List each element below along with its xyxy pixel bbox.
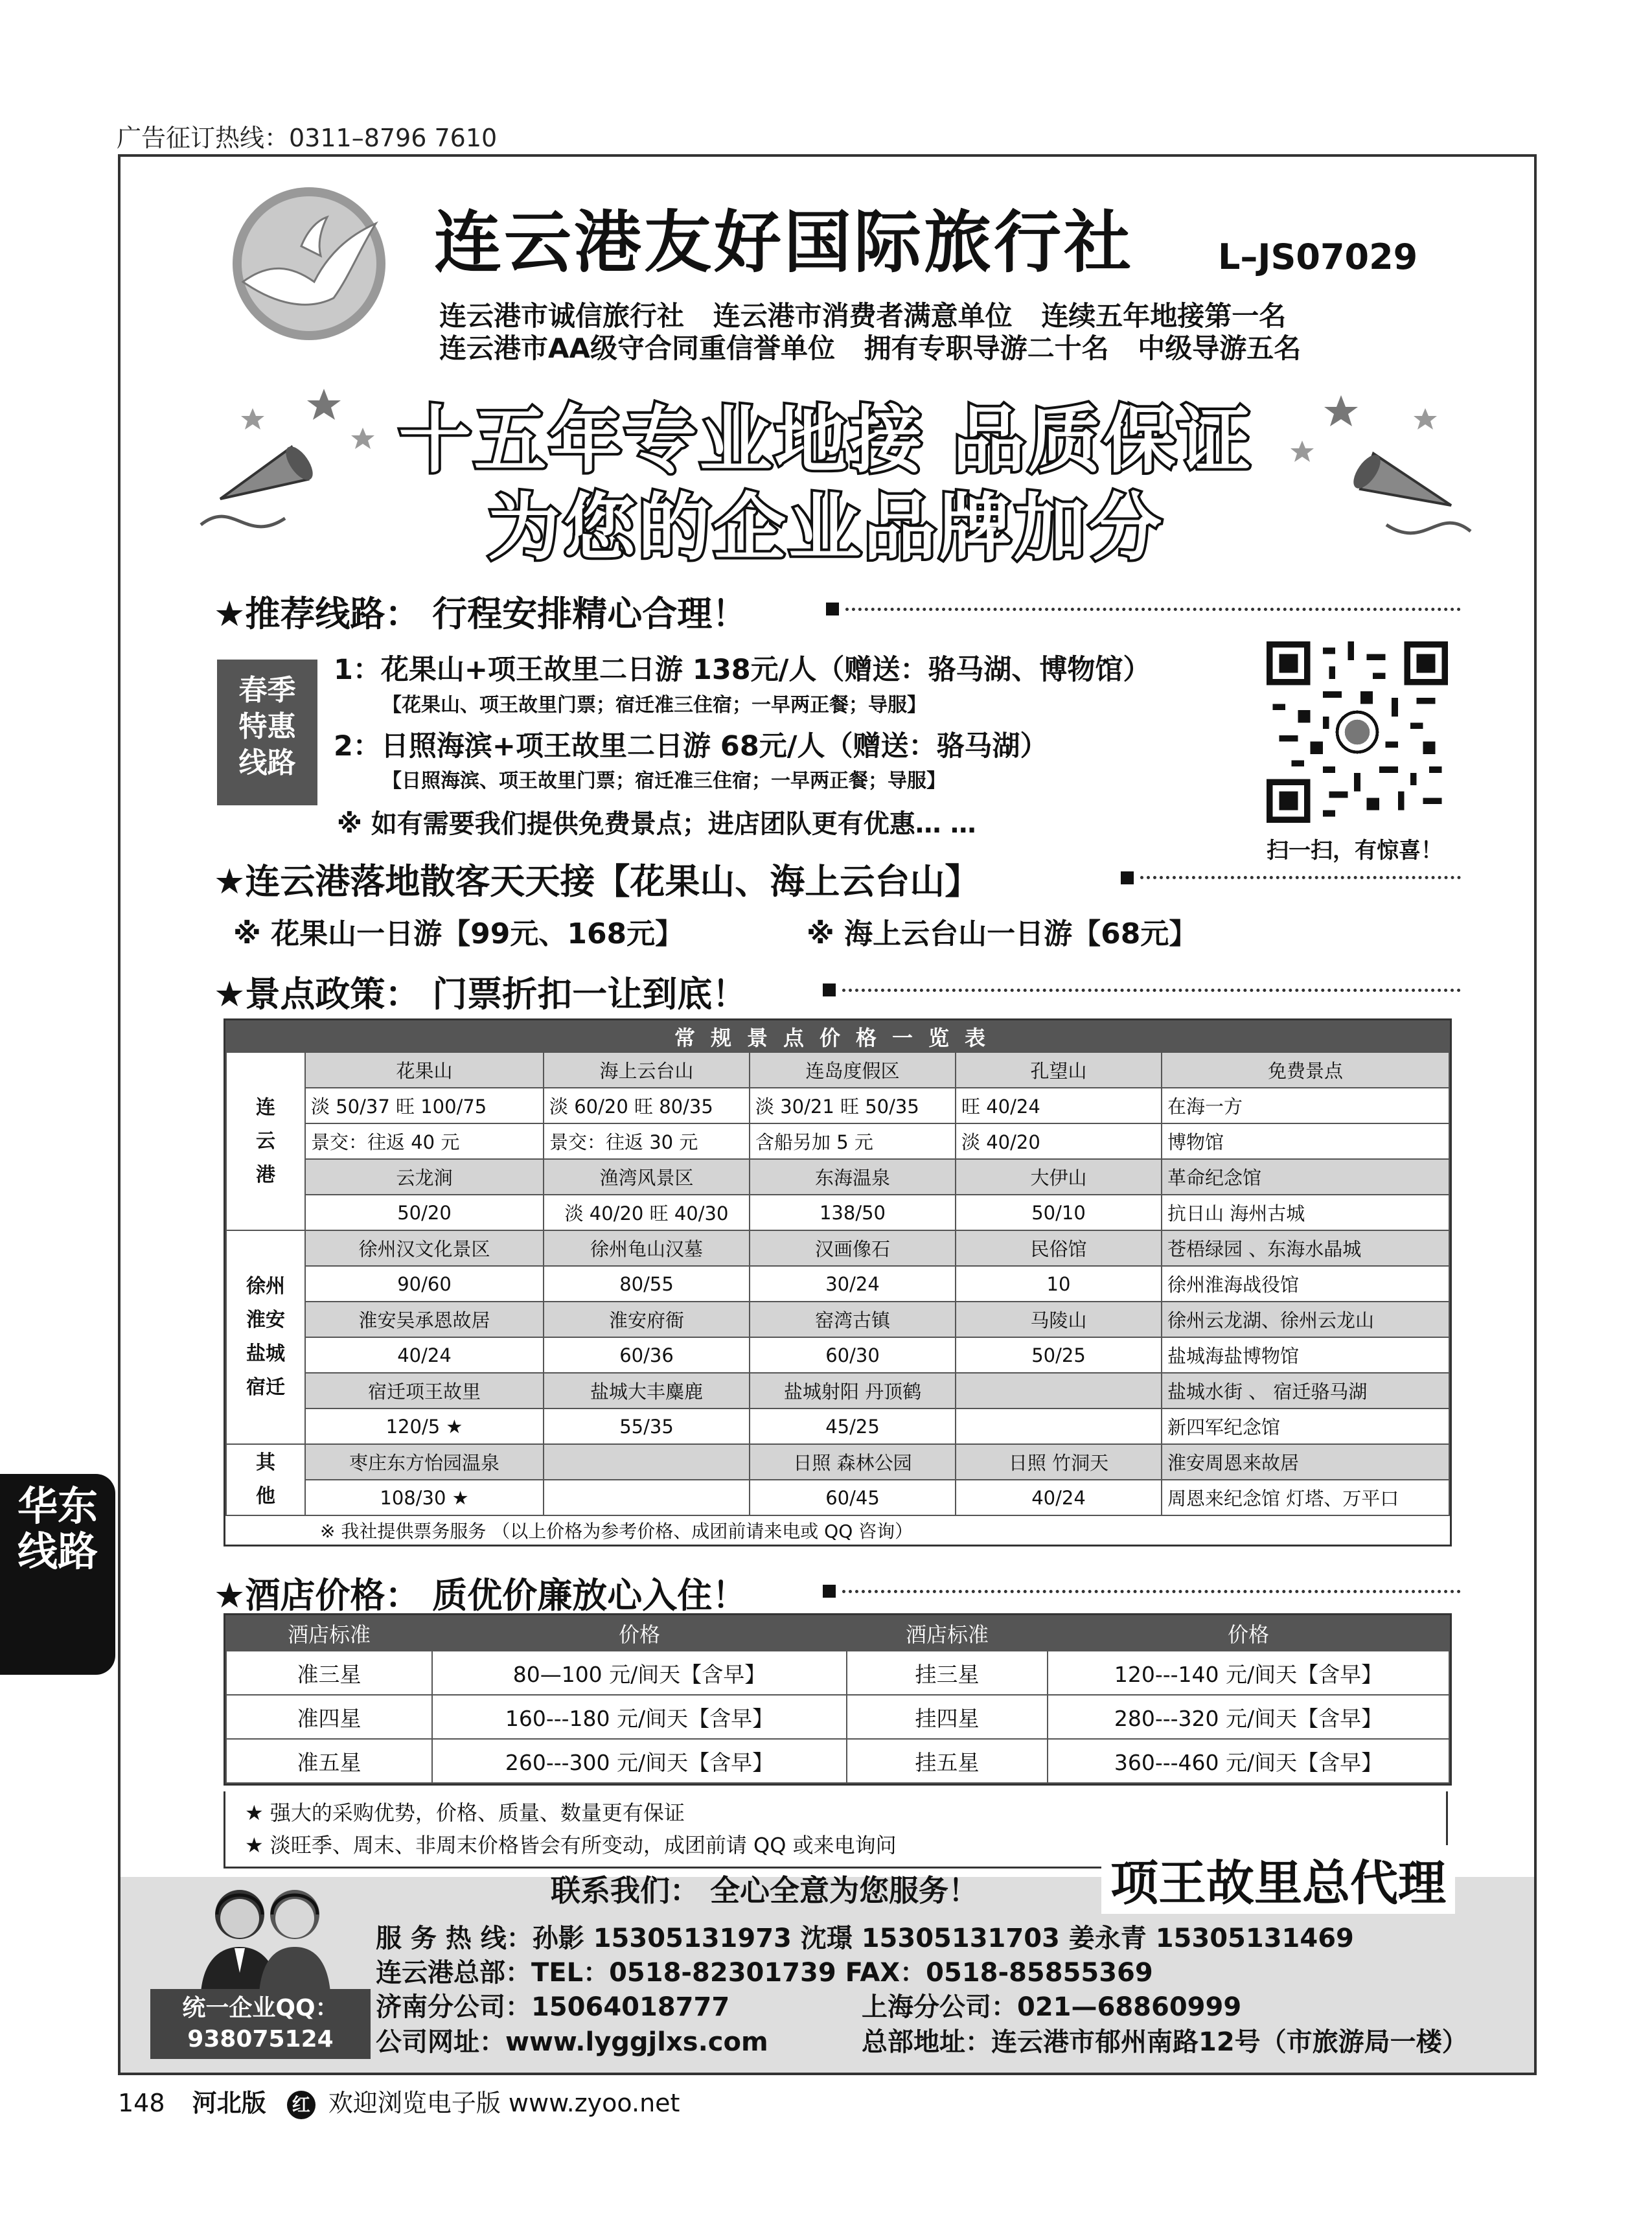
company-website: 公司网址：www.lyggjlxs.com bbox=[376, 2027, 768, 2057]
table-cell: 80—100 元/间天【含早】 bbox=[432, 1651, 847, 1695]
honors-line-2: 连云港市AA级守合同重信誉单位 拥有专职导游二十名 中级导游五名 bbox=[439, 332, 1302, 364]
table-cell: 在海一方 bbox=[1162, 1088, 1449, 1123]
table-cell: 120---140 元/间天【含早】 bbox=[1048, 1651, 1449, 1695]
table-cell: 枣庄东方怡园温泉 bbox=[305, 1444, 544, 1480]
side-tab-line-1: 华东 bbox=[17, 1482, 98, 1530]
qr-caption: 扫一扫，有惊喜！ bbox=[1267, 838, 1443, 864]
table-row bbox=[226, 1444, 1449, 1480]
customer-service-agents-icon bbox=[188, 1876, 343, 1992]
table-cell: 日照 森林公园 bbox=[750, 1444, 956, 1480]
table-cell: 80/55 bbox=[544, 1266, 750, 1302]
column-header: 酒店标准 bbox=[226, 1616, 432, 1651]
jinan-branch: 济南分公司：15064018777 bbox=[376, 1992, 730, 2022]
table-cell: 淡 30/21 旺 50/35 bbox=[750, 1088, 956, 1123]
honors-line-1: 连云港市诚信旅行社 连云港市消费者满意单位 连续五年地接第一名 bbox=[439, 300, 1287, 332]
region-label: 徐州 淮安 盐城 宿迁 bbox=[226, 1230, 305, 1444]
contact-title: 联系我们： 全心全意为您服务！ bbox=[551, 1873, 979, 1908]
column-header: 价格 bbox=[432, 1616, 847, 1651]
table-cell: 45/25 bbox=[750, 1408, 956, 1444]
table-cell bbox=[544, 1480, 750, 1515]
footer-text: 欢迎浏览电子版 www.zyoo.net bbox=[328, 2089, 680, 2117]
table-cell: 景交：往返 40 元 bbox=[305, 1123, 544, 1159]
table-cell: 马陵山 bbox=[956, 1302, 1162, 1337]
table-cell: 40/24 bbox=[305, 1337, 544, 1373]
table-cell: 挂三星 bbox=[847, 1651, 1048, 1695]
heading-bullet bbox=[1121, 871, 1134, 884]
table-cell: 30/24 bbox=[750, 1266, 956, 1302]
table-cell: 138/50 bbox=[750, 1195, 956, 1230]
table-cell: 新四军纪念馆 bbox=[1162, 1408, 1449, 1444]
table-cell: 周恩来纪念馆 灯塔、万平口 bbox=[1162, 1480, 1449, 1515]
table-cell: 徐州龟山汉墓 bbox=[544, 1230, 750, 1266]
table-cell: 孔望山 bbox=[956, 1052, 1162, 1088]
route-1-title: 1：花果山+项王故里二日游 138元/人（赠送：骆马湖、博物馆） bbox=[334, 654, 1151, 686]
company-logo bbox=[230, 185, 389, 343]
table-row bbox=[226, 1337, 1449, 1373]
hong-logo-icon: 红 bbox=[287, 2091, 315, 2119]
route-2-title: 2：日照海滨+项王故里二日游 68元/人（赠送：骆马湖） bbox=[334, 730, 1048, 763]
table-cell: 博物馆 bbox=[1162, 1123, 1449, 1159]
table-row bbox=[226, 1480, 1449, 1515]
license-number: L–JS07029 bbox=[1218, 236, 1418, 277]
yuntaishan-day-tour: ※ 海上云台山一日游【68元】 bbox=[807, 917, 1198, 950]
route-1-detail: 【花果山、项王故里门票；宿迁准三住宿；一早两正餐；导服】 bbox=[382, 694, 926, 717]
company-name: 连云港友好国际旅行社 bbox=[434, 203, 1134, 282]
table-cell: 60/36 bbox=[544, 1337, 750, 1373]
table-cell: 淮安吴承恩故居 bbox=[305, 1302, 544, 1337]
table-row bbox=[226, 1651, 1449, 1695]
routes-heading: ★推荐线路： 行程安排精心合理！ bbox=[214, 593, 748, 634]
xiangwang-agent-label: 项王故里总代理 bbox=[1101, 1845, 1455, 1914]
table-cell: 60/30 bbox=[750, 1337, 956, 1373]
table-cell: 苍梧绿园 、东海水晶城 bbox=[1162, 1230, 1449, 1266]
table-cell: 淡 40/20 旺 40/30 bbox=[544, 1195, 750, 1230]
table-cell: 景交：往返 30 元 bbox=[544, 1123, 750, 1159]
table-cell: 含船另加 5 元 bbox=[750, 1123, 956, 1159]
table-cell: 50/20 bbox=[305, 1195, 544, 1230]
table-cell: 渔湾风景区 bbox=[544, 1159, 750, 1195]
table-cell: 盐城射阳 丹顶鹤 bbox=[750, 1373, 956, 1408]
table-cell: 连岛度假区 bbox=[750, 1052, 956, 1088]
table-cell bbox=[956, 1373, 1162, 1408]
table-row bbox=[226, 1739, 1449, 1783]
badge-line-2: 特惠 bbox=[238, 710, 296, 743]
table-cell: 民俗馆 bbox=[956, 1230, 1162, 1266]
table-cell: 盐城水街 、 宿迁骆马湖 bbox=[1162, 1373, 1449, 1408]
heading-bullet bbox=[823, 983, 836, 996]
table-row bbox=[226, 1266, 1449, 1302]
heading-bullet bbox=[823, 1585, 836, 1598]
ad-hotline: 广告征订热线：0311–8796 7610 bbox=[117, 124, 498, 152]
policy-heading: ★景点政策： 门票折扣一让到底！ bbox=[214, 974, 748, 1015]
page-footer bbox=[118, 2083, 680, 2119]
hotel-heading: ★酒店价格： 质优价廉放心入住！ bbox=[214, 1575, 748, 1616]
table-cell: 旺 40/24 bbox=[956, 1088, 1162, 1123]
table-cell: 挂五星 bbox=[847, 1739, 1048, 1783]
table-cell: 淡 60/20 旺 80/35 bbox=[544, 1088, 750, 1123]
table-cell: 40/24 bbox=[956, 1480, 1162, 1515]
table-cell: 日照 竹洞天 bbox=[956, 1444, 1162, 1480]
table-cell: 窑湾古镇 bbox=[750, 1302, 956, 1337]
region-label: 连 云 港 bbox=[226, 1052, 305, 1230]
table-row bbox=[226, 1159, 1449, 1195]
badge-line-3: 线路 bbox=[238, 746, 296, 779]
side-tab-line-2: 线路 bbox=[17, 1528, 98, 1575]
huaguoshan-day-tour: ※ 花果山一日游【99元、168元】 bbox=[233, 917, 684, 950]
table-row bbox=[226, 1373, 1449, 1408]
table-row bbox=[226, 1088, 1449, 1123]
page-number: 148 bbox=[118, 2089, 165, 2117]
service-hotline: 服 务 热 线：孙影 15305131973 沈璟 15305131703 姜永青 15305131469 bbox=[376, 1924, 1354, 1953]
table-cell bbox=[956, 1408, 1162, 1444]
table-cell: 108/30 ★ bbox=[305, 1480, 544, 1515]
table-row bbox=[226, 1195, 1449, 1230]
table-cell: 盐城大丰麋鹿 bbox=[544, 1373, 750, 1408]
table-cell: 云龙涧 bbox=[305, 1159, 544, 1195]
slogan-line-1: 十五年专业地接 品质保证 bbox=[398, 398, 1254, 483]
spring-special-badge bbox=[217, 660, 317, 805]
hotel-note-2: ★ 淡旺季、周末、非周末价格皆会有所变动，成团前请 QQ 或来电询问 bbox=[245, 1833, 897, 1857]
table-cell: 10 bbox=[956, 1266, 1162, 1302]
hotel-price-table bbox=[224, 1613, 1452, 1786]
attraction-price-table bbox=[224, 1018, 1452, 1546]
table-cell: 淮安府衙 bbox=[544, 1302, 750, 1337]
table-note: ※ 我社提供票务服务 （以上价格为参考价格、成团前请来电或 QQ 咨询） bbox=[320, 1521, 913, 1542]
table-cell: 60/45 bbox=[750, 1480, 956, 1515]
slogan-line-2: 为您的企业品牌加分 bbox=[488, 486, 1164, 570]
table-cell: 海上云台山 bbox=[544, 1052, 750, 1088]
table-cell: 50/25 bbox=[956, 1337, 1162, 1373]
table-cell: 准五星 bbox=[226, 1739, 432, 1783]
table-cell: 160---180 元/间天【含早】 bbox=[432, 1695, 847, 1739]
column-header: 酒店标准 bbox=[847, 1616, 1048, 1651]
hq-address: 总部地址：连云港市郁州南路12号（市旅游局一楼） bbox=[862, 2027, 1468, 2057]
table-cell: 汉画像石 bbox=[750, 1230, 956, 1266]
hq-phone-fax: 连云港总部：TEL：0518-82301739 FAX：0518-85855369 bbox=[376, 1958, 1153, 1988]
east-china-routes-tab bbox=[0, 1474, 115, 1675]
table-cell: 徐州汉文化景区 bbox=[305, 1230, 544, 1266]
table-cell: 大伊山 bbox=[956, 1159, 1162, 1195]
table-cell: 260---300 元/间天【含早】 bbox=[432, 1739, 847, 1783]
table-row bbox=[226, 1408, 1449, 1444]
heading-divider bbox=[842, 989, 1461, 992]
table-row bbox=[226, 1123, 1449, 1159]
route-2-detail: 【日照海滨、项王故里门票；宿迁准三住宿；一早两正餐；导服】 bbox=[382, 770, 946, 792]
table-cell: 55/35 bbox=[544, 1408, 750, 1444]
table-cell: 准四星 bbox=[226, 1695, 432, 1739]
qr-code-icon bbox=[1267, 641, 1448, 823]
table-cell: 徐州云龙湖、徐州云龙山 bbox=[1162, 1302, 1449, 1337]
table-cell: 淮安周恩来故居 bbox=[1162, 1444, 1449, 1480]
hotel-note-1: ★ 强大的采购优势，价格、质量、数量更有保证 bbox=[245, 1800, 685, 1825]
badge-line-1: 春季 bbox=[238, 674, 296, 707]
column-header: 价格 bbox=[1048, 1616, 1449, 1651]
table-cell: 免费景点 bbox=[1162, 1052, 1449, 1088]
enterprise-qq-box bbox=[150, 1989, 371, 2059]
table-cell: 盐城海盐博物馆 bbox=[1162, 1337, 1449, 1373]
table-title: 常规景点价格一览表 bbox=[226, 1021, 1449, 1052]
routes-note: ※ 如有需要我们提供免费景点；进店团队更有优惠… … bbox=[337, 809, 976, 839]
region-label: 其 他 bbox=[226, 1444, 305, 1515]
table-cell: 准三星 bbox=[226, 1651, 432, 1695]
table-row bbox=[226, 1230, 1449, 1266]
table-cell: 90/60 bbox=[305, 1266, 544, 1302]
shanghai-branch: 上海分公司：021—68860999 bbox=[862, 1992, 1242, 2022]
table-cell: 花果山 bbox=[305, 1052, 544, 1088]
edition-label: 河北版 bbox=[192, 2089, 266, 2117]
table-cell: 挂四星 bbox=[847, 1695, 1048, 1739]
table-row bbox=[226, 1695, 1449, 1739]
table-cell bbox=[544, 1444, 750, 1480]
heading-divider bbox=[842, 1590, 1461, 1593]
table-cell: 50/10 bbox=[956, 1195, 1162, 1230]
table-cell: 280---320 元/间天【含早】 bbox=[1048, 1695, 1449, 1739]
heading-bullet bbox=[826, 603, 839, 615]
table-cell: 徐州淮海战役馆 bbox=[1162, 1266, 1449, 1302]
table-cell: 淡 40/20 bbox=[956, 1123, 1162, 1159]
daily-heading: ★连云港落地散客天天接【花果山、海上云台山】 bbox=[214, 861, 980, 902]
table-cell: 120/5 ★ bbox=[305, 1408, 544, 1444]
table-cell: 革命纪念馆 bbox=[1162, 1159, 1449, 1195]
table-cell: 东海温泉 bbox=[750, 1159, 956, 1195]
table-cell: 360---460 元/间天【含早】 bbox=[1048, 1739, 1449, 1783]
qq-number: 938075124 bbox=[187, 2026, 334, 2052]
table-cell: 淡 50/37 旺 100/75 bbox=[305, 1088, 544, 1123]
table-row bbox=[226, 1052, 1449, 1088]
heading-divider bbox=[1140, 876, 1461, 879]
heading-divider bbox=[845, 608, 1461, 611]
qq-label: 统一企业QQ： bbox=[182, 1995, 339, 2021]
table-cell: 抗日山 海州古城 bbox=[1162, 1195, 1449, 1230]
table-cell: 宿迁项王故里 bbox=[305, 1373, 544, 1408]
table-row bbox=[226, 1302, 1449, 1337]
